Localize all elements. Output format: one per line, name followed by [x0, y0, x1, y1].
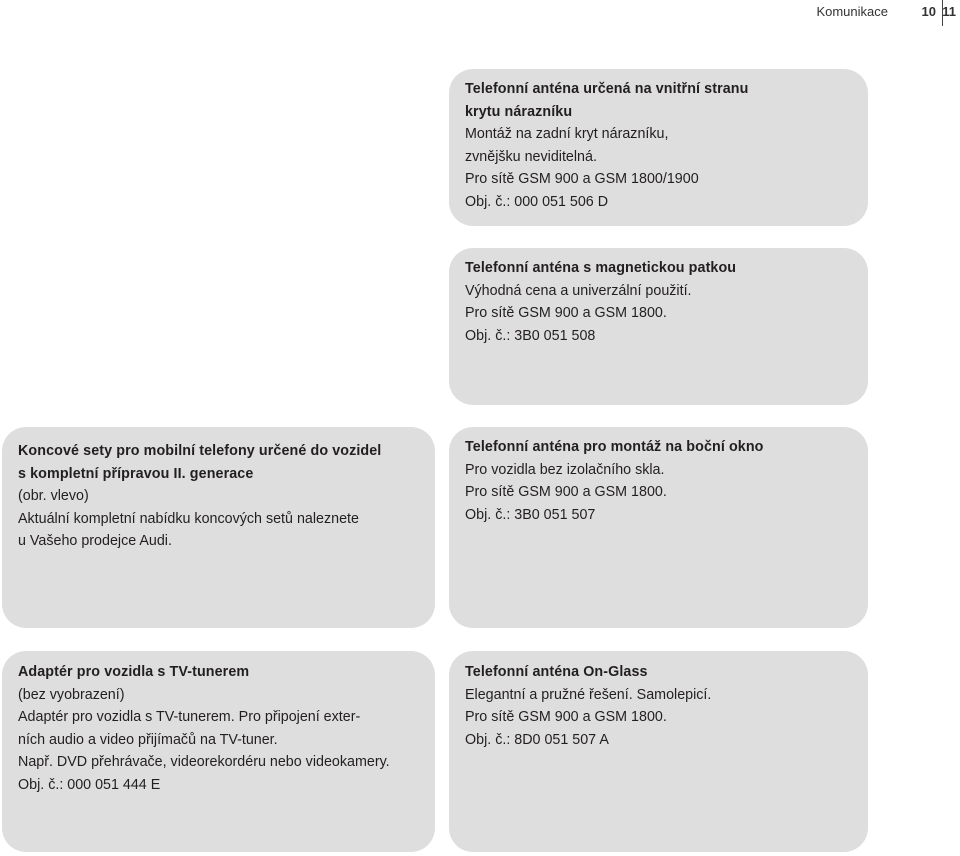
- card-order-number: Obj. č.: 3B0 051 507: [465, 506, 596, 523]
- card-text: Pro sítě GSM 900 a GSM 1800.: [465, 709, 667, 725]
- card-text: Adaptér pro vozidla s TV-tunerem. Pro připojení exter-: [18, 709, 361, 725]
- card-text: u Vašeho prodejce Audi.: [18, 533, 172, 549]
- card-title: Telefonní anténa On-Glass: [465, 664, 648, 680]
- page-number-left: 10: [921, 4, 936, 19]
- card-text: zvnějšku neviditelná.: [465, 148, 597, 165]
- card-text: Výhodná cena a univerzální použití.: [465, 282, 692, 299]
- card-title: Telefonní anténa určená na vnitřní stranu: [465, 81, 749, 97]
- product-card-magnetic-antenna: [449, 248, 868, 405]
- section-title: Komunikace: [816, 4, 888, 19]
- card-text: Aktuální kompletní nabídku koncových setů naleznete: [18, 510, 359, 527]
- card-text: (obr. vlevo): [18, 488, 89, 504]
- card-title: Koncové sety pro mobilní telefony určené do vozidel: [18, 443, 382, 459]
- card-text: Pro sítě GSM 900 a GSM 1800.: [465, 305, 667, 321]
- product-card-interior-bumper-antenna: [449, 69, 868, 226]
- card-text: Pro sítě GSM 900 a GSM 1800/1900: [465, 171, 699, 187]
- card-title: Telefonní anténa pro montáž na boční okno: [465, 439, 764, 455]
- card-text: ních audio a video přijímačů na TV-tuner.: [18, 731, 278, 748]
- page-header: [660, 0, 960, 22]
- card-order-number: Obj. č.: 8D0 051 507 A: [465, 731, 609, 748]
- card-order-number: Obj. č.: 000 051 506 D: [465, 193, 609, 210]
- card-text: Pro vozidla bez izolačního skla.: [465, 461, 665, 478]
- product-card-tv-tuner-adapter: [2, 651, 435, 852]
- card-order-number: Obj. č.: 000 051 444 E: [18, 776, 161, 793]
- card-title: Telefonní anténa s magnetickou patkou: [465, 260, 737, 276]
- card-text: Pro sítě GSM 900 a GSM 1800.: [465, 484, 667, 500]
- card-title: s kompletní přípravou II. generace: [18, 465, 254, 482]
- page-number-right: 11: [942, 4, 956, 19]
- card-text: Elegantní a pružné řešení. Samolepicí.: [465, 686, 712, 703]
- card-order-number: Obj. č.: 3B0 051 508: [465, 327, 596, 344]
- card-text: (bez vyobrazení): [18, 686, 125, 703]
- product-card-handsfree-sets: [2, 427, 435, 628]
- product-card-side-window-antenna: [449, 427, 868, 628]
- card-title: Adaptér pro vozidla s TV-tunerem: [18, 664, 250, 680]
- card-text: Montáž na zadní kryt nárazníku,: [465, 126, 669, 142]
- card-text: Např. DVD přehrávače, videorekordéru nebo videokamery.: [18, 754, 390, 770]
- product-card-on-glass-antenna: [449, 651, 868, 852]
- card-title: krytu nárazníku: [465, 103, 573, 120]
